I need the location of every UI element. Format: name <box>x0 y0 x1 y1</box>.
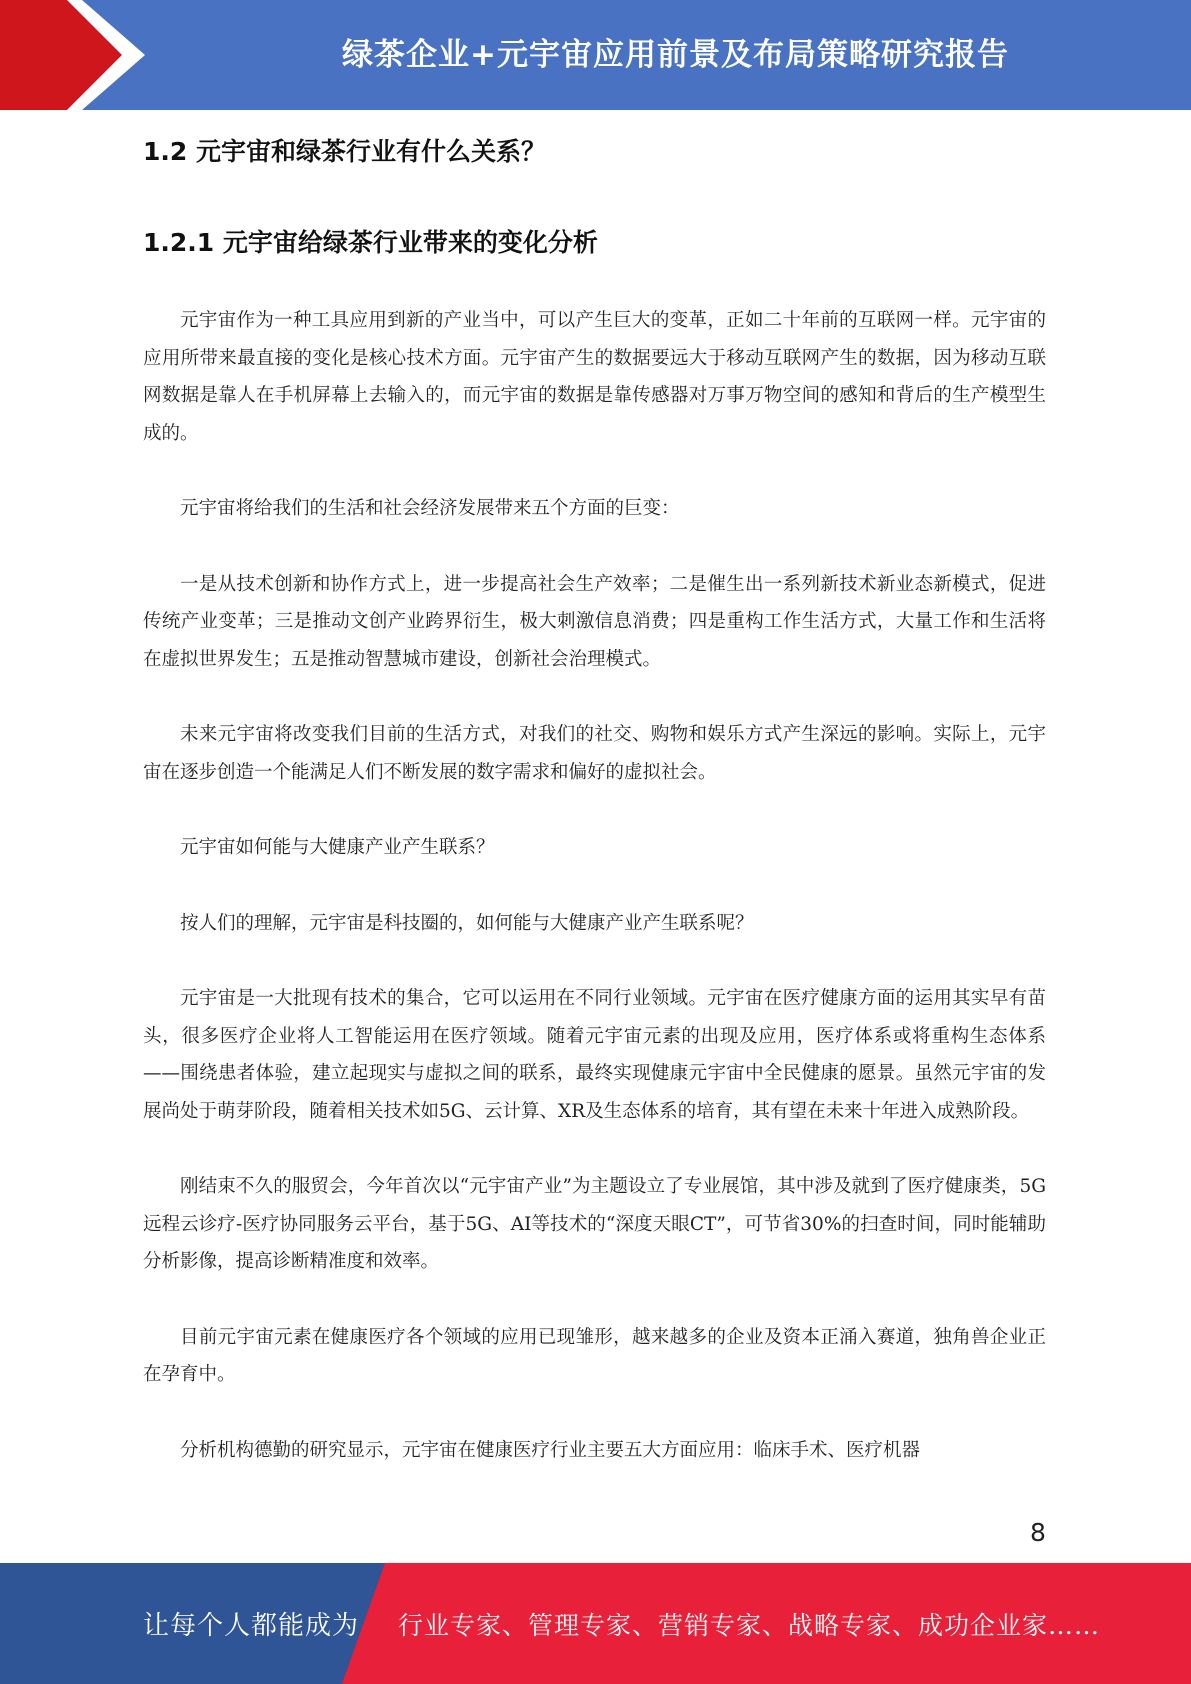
paragraph: 未来元宇宙将改变我们目前的生活方式，对我们的社交、购物和娱乐方式产生深远的影响。实际上，元宇宙在逐步创造一个能满足人们不断发展的数字需求和偏好的虚拟社会。 <box>143 724 1046 783</box>
header-arrow-decoration <box>0 0 160 110</box>
section-heading: 1.2 元宇宙和绿茶行业有什么关系？ <box>143 137 546 166</box>
paragraph: 分析机构德勤的研究显示，元宇宙在健康医疗行业主要五大方面应用：临床手术、医疗机器 <box>180 1439 921 1461</box>
paragraph: 元宇宙如何能与大健康产业产生联系？ <box>180 837 495 858</box>
paragraph: 一是从技术创新和协作方式上，进一步提高社会生产效率；二是催生出一系列新技术新业态新模式，促进传统产业变革；三是推动文创产业跨界衍生，极大刺激信息消费；四是重构工作生活方式，大量工作和生活将在虚拟世界发生；五是推动智慧城市建设，创新社会治理模式。 <box>143 573 1046 670</box>
paragraph: 按人们的理解，元宇宙是科技圈的，如何能与大健康产业产生联系呢？ <box>180 912 754 934</box>
footer-slogan-right: 行业专家、管理专家、营销专家、战略专家、成功企业家…… <box>398 1610 1101 1640</box>
paragraph: 元宇宙作为一种工具应用到新的产业当中，可以产生巨大的变革，正如二十年前的互联网一样。元宇宙的应用所带来最直接的变化是核心技术方面。元宇宙产生的数据要远大于移动互联网产生的数据，因为移动互联网数据是靠人在手机屏幕上去输入的，而元宇宙的数据是靠传感器对万事万物空间的感知和背后的生产模型生成的。 <box>143 310 1046 444</box>
page-number: 8 <box>1030 1518 1046 1547</box>
page-header <box>0 0 1191 110</box>
footer-slogan-left: 让每个人都能成为 <box>143 1611 360 1641</box>
subsection-heading: 1.2.1 元宇宙给绿茶行业带来的变化分析 <box>143 228 598 257</box>
page-footer <box>0 1563 1191 1684</box>
paragraph: 元宇宙将给我们的生活和社会经济发展带来五个方面的巨变： <box>180 498 680 519</box>
paragraph: 元宇宙是一大批现有技术的集合，它可以运用在不同行业领域。元宇宙在医疗健康方面的运用其实早有苗头，很多医疗企业将人工智能运用在医疗领域。随着元宇宙元素的出现及应用，医疗体系或将重构生态体系——围绕患者体验，建立起现实与虚拟之间的联系，最终实现健康元宇宙中全民健康的愿景。虽然元宇宙的发展尚处于萌芽阶段，随着相关技术如5G、云计算、XR及生态体系的培育，其有望在未来十年进入成熟阶段。 <box>143 988 1046 1122</box>
paragraph: 刚结束不久的服贸会，今年首次以“元宇宙产业”为主题设立了专业展馆，其中涉及就到了医疗健康类，5G远程云诊疗-医疗协同服务云平台，基于5G、AI等技术的“深度天眼CT”，可节省30%的扫查时间，同时能辅助分析影像，提高诊断精准度和效率。 <box>143 1176 1046 1272</box>
report-title: 绿茶企业+元宇宙应用前景及布局策略研究报告 <box>342 36 1009 73</box>
paragraph: 目前元宇宙元素在健康医疗各个领域的应用已现雏形，越来越多的企业及资本正涌入赛道，独角兽企业正在孕育中。 <box>143 1326 1046 1385</box>
body-text <box>143 302 1046 1507</box>
